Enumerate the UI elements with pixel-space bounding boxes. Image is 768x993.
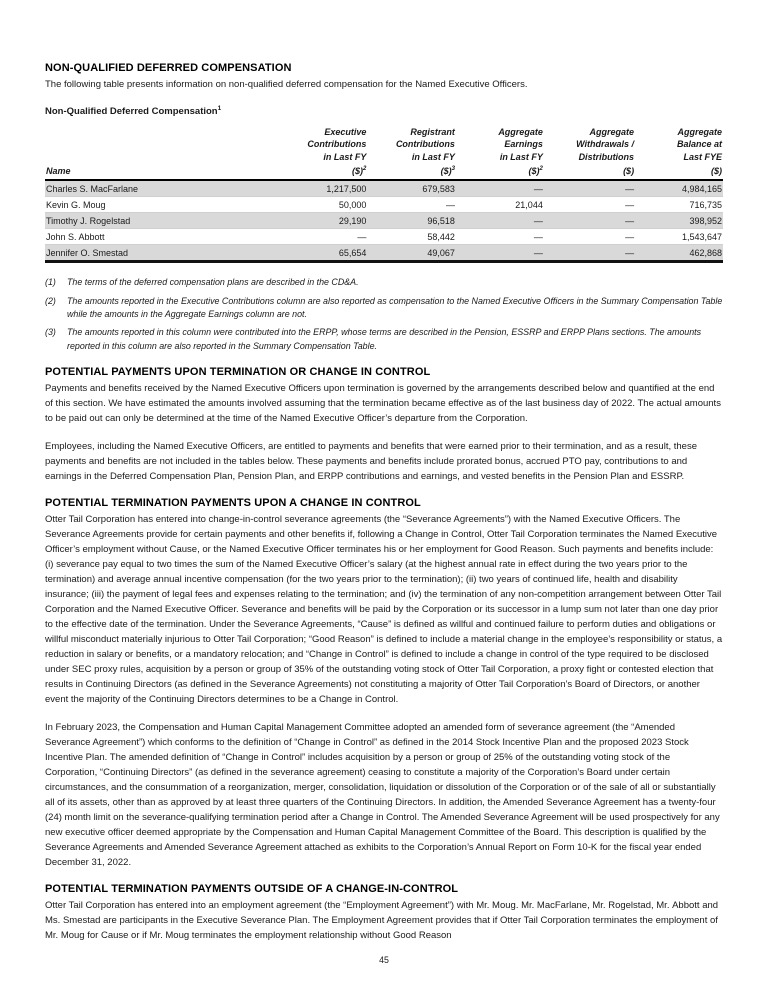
footnote xyxy=(45,295,723,322)
intro-paragraph: The following table presents information on non-qualified deferred compensation for the Named Executive Officers. xyxy=(45,79,528,90)
table-cell: — xyxy=(533,183,543,194)
footnote-text: The terms of the deferred compensation plans are described in the CD&A. xyxy=(67,277,359,288)
table-cell: — xyxy=(544,213,635,229)
table-cell: — xyxy=(456,213,544,229)
table-row xyxy=(45,245,723,262)
table-cell: 50,000 xyxy=(247,197,368,213)
table-row xyxy=(45,180,723,197)
table-cell: — xyxy=(367,197,456,213)
column-header-aggregate-withdrawals: Aggregate Withdrawals / Distributions ($) xyxy=(544,126,635,180)
column-header-name xyxy=(45,126,247,180)
footnote-number: (2) xyxy=(45,295,56,306)
paragraph: Otter Tail Corporation has entered into change-in-control severance agreements (the “Severance Agreements”) with the Named Executive Officers. The Severance Agreements provide for certain payments and other benefits if, following a Change in Control, Otter Tail Corporation terminates the Named Executive Officer’s employment without Cause, or the Named Executive Officer terminates his or her employment for Good Reason. Such payments and benefits include: (i) severance pay equal to two times the sum of the Named Executive Officer’s salary (at the highest annual rate in effect during the two years prior to the termination) and average annual incentive compensation (for the two years prior to the termination); (ii) two years of continued life, health and disability insurance; (iii) the payment of legal fees and expenses relating to the termination; and (iv) the termination of any non-competition arrangement between Otter Tail Corporation and the Named Executive Officer. Severance and benefits will be paid by the Corporation or its successor in a lump sum not later than one day prior to the effective date of the termination. Under the Severance Agreements, “Cause” is defined as willful and continued failure to perform duties and obligations or willful misconduct materially injurious to Otter Tail Corporation; “Good Reason” is defined to include a material change in the employee’s responsibility or status, a reduction in salary or benefits, or a mandatory relocation; and “Change in Control” is defined to include a change in control of the type required to be disclosed under SEC proxy rules, acquisition by a person or group of 35% of the outstanding voting stock of Otter Tail Corporation, a proxy fight or contested election that results in Continuing Directors (as defined in the Severance Agreements) not constituting a majority of Otter Tail Corporation’s Board of Directors, or another event the majority of the Continuing Directors determines to be a Change in Control. xyxy=(45,513,723,705)
footnote xyxy=(45,326,723,353)
section-heading-potential-payments-upon-termination: POTENTIAL PAYMENTS UPON TERMINATION OR CHANGE IN CONTROL xyxy=(45,365,431,378)
table-cell: 679,583 xyxy=(422,183,455,194)
footnote-marker: 2 xyxy=(539,166,543,173)
name-cell: Timothy J. Rogelstad xyxy=(45,213,247,229)
table-cell: 398,952 xyxy=(635,213,723,229)
section-heading-termination-payments-change-in-control: POTENTIAL TERMINATION PAYMENTS UPON A CHANGE IN CONTROL xyxy=(45,496,421,509)
table-cell: 21,044 xyxy=(456,197,544,213)
table-title-footnote-marker: 1 xyxy=(217,105,222,112)
name-cell: John S. Abbott xyxy=(45,229,247,245)
footnote-number: (3) xyxy=(45,327,56,338)
page-number: 45 xyxy=(379,955,389,965)
table-cell: — xyxy=(544,245,635,262)
table-body xyxy=(45,180,723,262)
column-header-registrant-contributions: Registrant Contributions in Last FY ($)$^3$ xyxy=(367,126,456,180)
footnote-marker: 2 xyxy=(363,166,367,173)
footnotes-block xyxy=(45,276,723,352)
table-cell: 716,735 xyxy=(635,197,723,213)
table-cell: 4,984,165 xyxy=(681,183,722,194)
table-header xyxy=(45,126,723,180)
table-cell: 29,190 xyxy=(247,213,368,229)
table-row xyxy=(45,197,723,213)
paragraph: Payments and benefits received by the Named Executive Officers upon termination is governed by the arrangements described below and quantified at the end of this section. We have estimated the amounts involved assuming that the termination became effective as of the last business day of 2022. The actual amounts to be paid out can only be determined at the time of the Named Executive Officer’s departure from the Corporation. xyxy=(45,382,721,424)
paragraph: Otter Tail Corporation has entered into an employment agreement (the “Employment Agreement”) with Mr. Moug. Mr. MacFarlane, Mr. Rogelstad, Mr. Abbott and Ms. Smestad are participants in the Executive Severance Plan. The Employment Agreement provides that if Otter Tail Corporation terminates the employment of Mr. Moug for Cause or if Mr. Moug terminates the employment relationship without Good Reason xyxy=(45,899,719,941)
table-cell: — xyxy=(544,197,635,213)
table-cell: 58,442 xyxy=(367,229,456,245)
column-header-label: Name xyxy=(46,166,71,177)
table-cell: — xyxy=(544,229,635,245)
name-cell: Jennifer O. Smestad xyxy=(45,245,247,262)
table-header-row xyxy=(45,126,723,180)
section-heading-termination-payments-outside-change-in-control: POTENTIAL TERMINATION PAYMENTS OUTSIDE OF A CHANGE-IN-CONTROL xyxy=(45,882,459,895)
footnote-text: The amounts reported in this column were contributed into the ERPP, whose terms are described in the Pension, ESSRP and ERPP Plans sections. The amounts reported in this column are also reported in the Summary Compensation Table. xyxy=(67,327,702,351)
footnote xyxy=(45,276,723,289)
section-heading-nonqualified-deferred-compensation: NON-QUALIFIED DEFERRED COMPENSATION xyxy=(45,62,292,74)
column-header-executive-contributions: Executive Contributions in Last FY ($)$^2$ xyxy=(247,126,368,180)
column-header-aggregate-balance: Aggregate Balance at Last FYE ($) xyxy=(635,126,723,180)
footnote-marker: 3 xyxy=(451,166,455,173)
name-cell: Kevin G. Moug xyxy=(45,197,247,213)
footnote-number: (1) xyxy=(45,277,56,288)
table-cell: 1,543,647 xyxy=(635,229,723,245)
table-cell: — xyxy=(625,183,635,194)
paragraph: In February 2023, the Compensation and Human Capital Management Committee adopted an amended form of severance agreement (the “Amended Severance Agreement”) which conforms to the definition of “Change in Control” as defined in the 2014 Stock Incentive Plan and the proposed 2023 Stock Incentive Plan. The amended definition of “Change in Control” includes acquisition by a person or group of 25% of the outstanding voting stock of the Corporation, “Continuing Directors” (as defined in the severance agreement) ceasing to constitute a majority of the Corporation’s Board under certain circumstances, and the consummation of a reorganization, merger, consolidation, liquidation or dissolution of the Corporation or of the sale of all or substantially all of its assets, other than as approved by at least three quarters of the Continuing Directors. In addition, the Amended Severance Agreement has a twenty-four (24) month limit on the severance-qualifying termination period after a Change in Control. The Amended Severance Agreement will be used prospectively for any new executive officer deemed appropriate by the Compensation and Human Capital Management Committee of the Board. This description is qualified by the Severance Agreements and Amended Severance Agreement attached as exhibits to the Corporation’s Annual Report on Form 10-K for the fiscal year ended December 31, 2022. xyxy=(45,721,720,868)
table-cell: 1,217,500 xyxy=(326,183,367,194)
column-header-aggregate-earnings: Aggregate Earnings in Last FY ($)$^2$ xyxy=(456,126,544,180)
table-cell: 96,518 xyxy=(367,213,456,229)
table-cell: 65,654 xyxy=(247,245,368,262)
paragraph: Employees, including the Named Executive Officers, are entitled to payments and benefits that were earned prior to their termination, and as a result, these payments and benefits are not included in the tables below. These payments and benefits include prorated bonus, accrued PTO pay, contributions to and earnings in the Deferred Compensation Plan, Pension Plan, and ERPP contributions and earnings, and vested benefits in the Pension Plan and ESSRP. xyxy=(45,440,697,482)
table-cell: 462,868 xyxy=(635,245,723,262)
table-title xyxy=(45,105,723,117)
nonqualified-deferred-compensation-table xyxy=(45,126,723,263)
table-title-text: Non-Qualified Deferred Compensation xyxy=(45,106,218,118)
table-row xyxy=(45,229,723,245)
name-cell: Charles S. MacFarlane xyxy=(46,183,139,194)
table-row xyxy=(45,213,723,229)
table-cell: 49,067 xyxy=(367,245,456,262)
table-cell: — xyxy=(456,245,544,262)
table-cell: — xyxy=(247,229,368,245)
footnote-text: The amounts reported in the Executive Contributions column are also reported as compensation to the Named Executive Officers in the Summary Compensation Table while the amounts in the Aggregate Earnings column are not. xyxy=(67,295,723,319)
table-cell: — xyxy=(456,229,544,245)
